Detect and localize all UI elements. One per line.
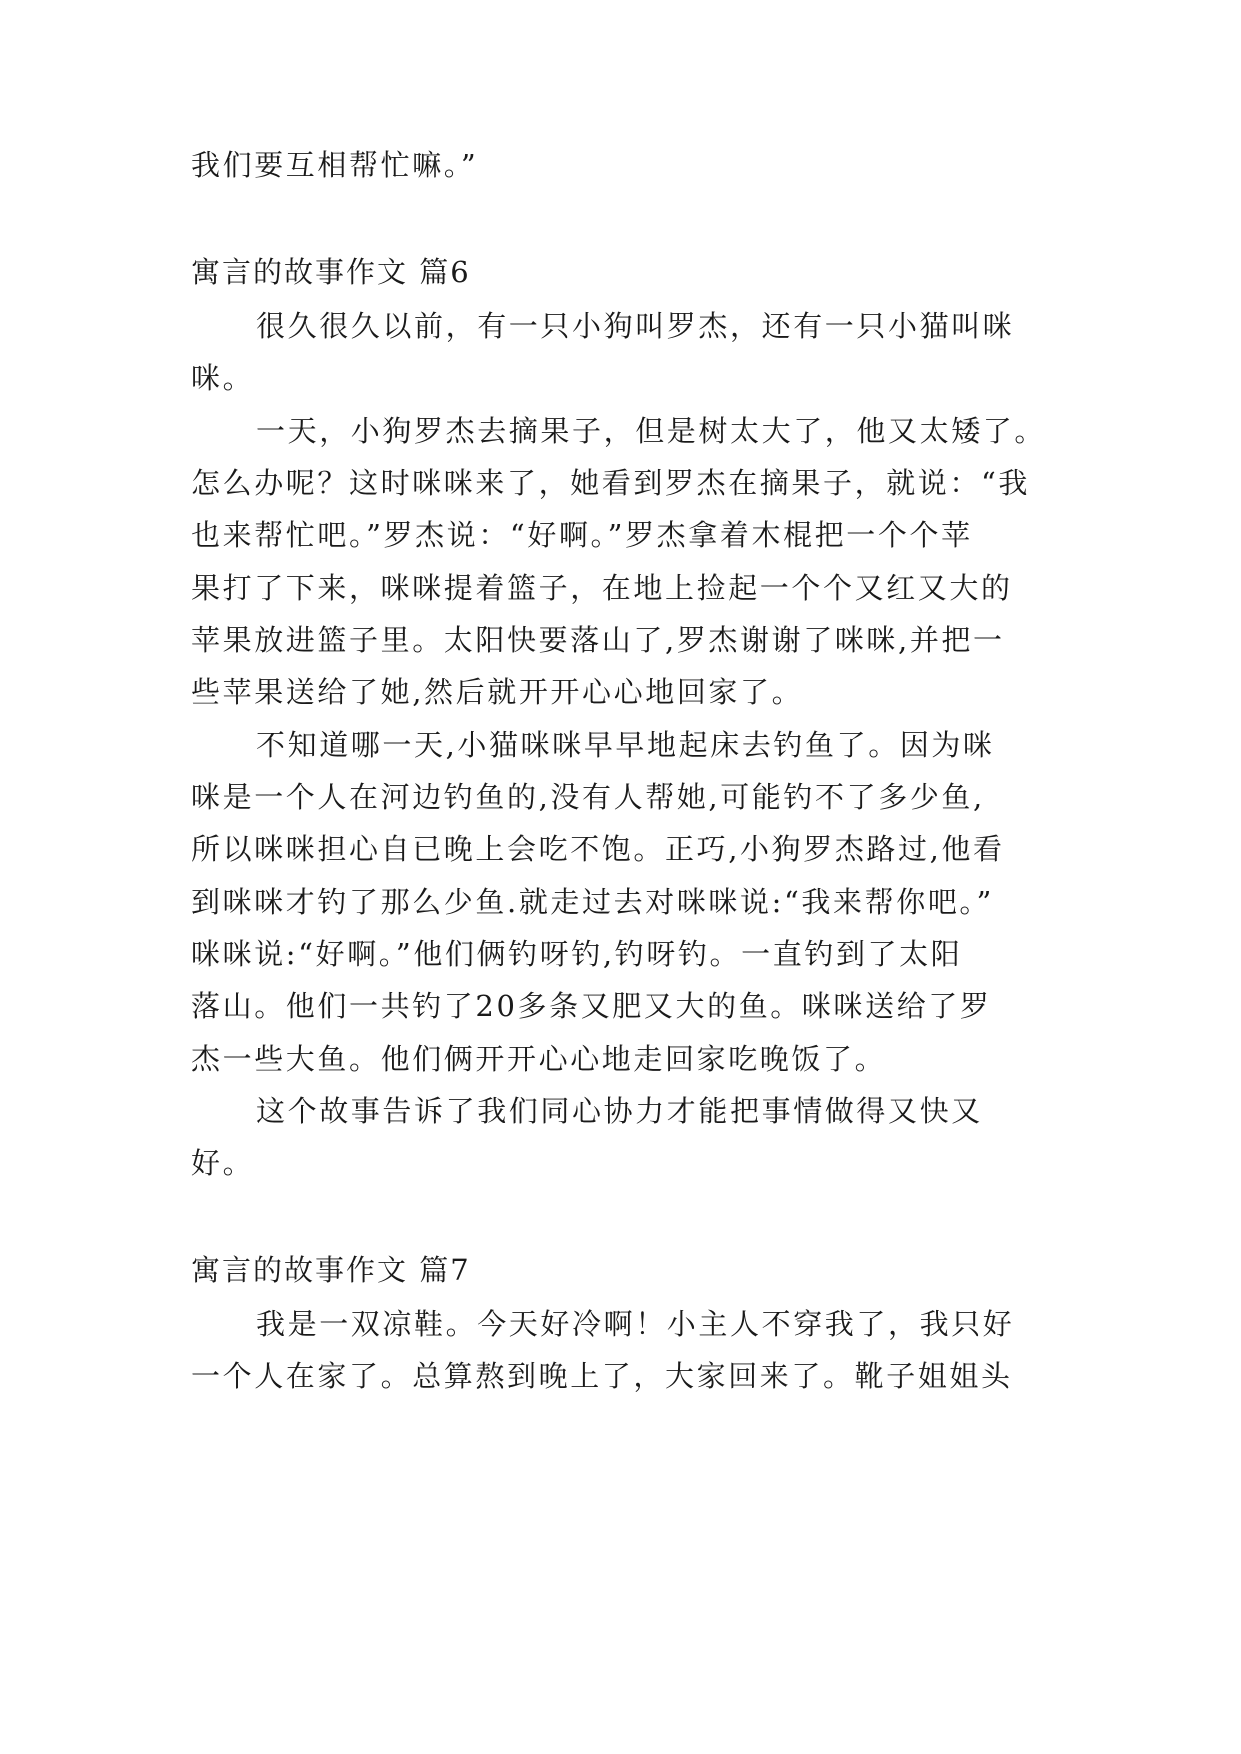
text-line: 很久很久以前，有一只小狗叫罗杰，还有一只小猫叫咪: [256, 309, 1015, 343]
section-heading: 寓言的故事作文 篇6: [191, 255, 471, 289]
text-line: 些苹果送给了她,然后就开开心心地回家了。: [191, 675, 804, 709]
section-heading: 寓言的故事作文 篇7: [191, 1253, 471, 1287]
text-line: 咪。: [191, 361, 255, 395]
text-line: 杰一些大鱼。他们俩开开心心地走回家吃晚饭了。: [191, 1042, 887, 1076]
text-line: 好。: [191, 1146, 255, 1180]
text-line: 也来帮忙吧。”罗杰说：“好啊。”罗杰拿着木棍把一个个苹: [191, 518, 973, 552]
text-line: 不知道哪一天,小猫咪咪早早地起床去钓鱼了。因为咪: [256, 728, 995, 762]
text-line: 这个故事告诉了我们同心协力才能把事情做得又快又: [256, 1094, 983, 1128]
text-line: 一天，小狗罗杰去摘果子，但是树太大了，他又太矮了。: [256, 414, 1047, 448]
text-line: 我是一双凉鞋。今天好冷啊！小主人不穿我了，我只好: [256, 1307, 1015, 1341]
text-line: 果打了下来，咪咪提着篮子，在地上捡起一个个又红又大的: [191, 571, 1013, 605]
text-line: 落山。他们一共钓了20多条又肥又大的鱼。咪咪送给了罗: [191, 989, 992, 1023]
text-line: 苹果放进篮子里。太阳快要落山了,罗杰谢谢了咪咪,并把一: [191, 623, 1005, 657]
text-line: 所以咪咪担心自已晚上会吃不饱。正巧,小狗罗杰路过,他看: [191, 832, 1005, 866]
text-line: 咪咪说:“好啊。”他们俩钓呀钓,钓呀钓。一直钓到了太阳: [191, 937, 963, 971]
text-line: 到咪咪才钓了那么少鱼.就走过去对咪咪说:“我来帮你吧。”: [191, 885, 994, 919]
text-line: 咪是一个人在河边钓鱼的,没有人帮她,可能钓不了多少鱼,: [191, 780, 985, 814]
text-line: 我们要互相帮忙嘛。”: [191, 148, 479, 182]
text-line: 怎么办呢？这时咪咪来了，她看到罗杰在摘果子，就说：“我: [191, 466, 1031, 500]
text-line: 一个人在家了。总算熬到晚上了，大家回来了。靴子姐姐头: [191, 1359, 1013, 1393]
